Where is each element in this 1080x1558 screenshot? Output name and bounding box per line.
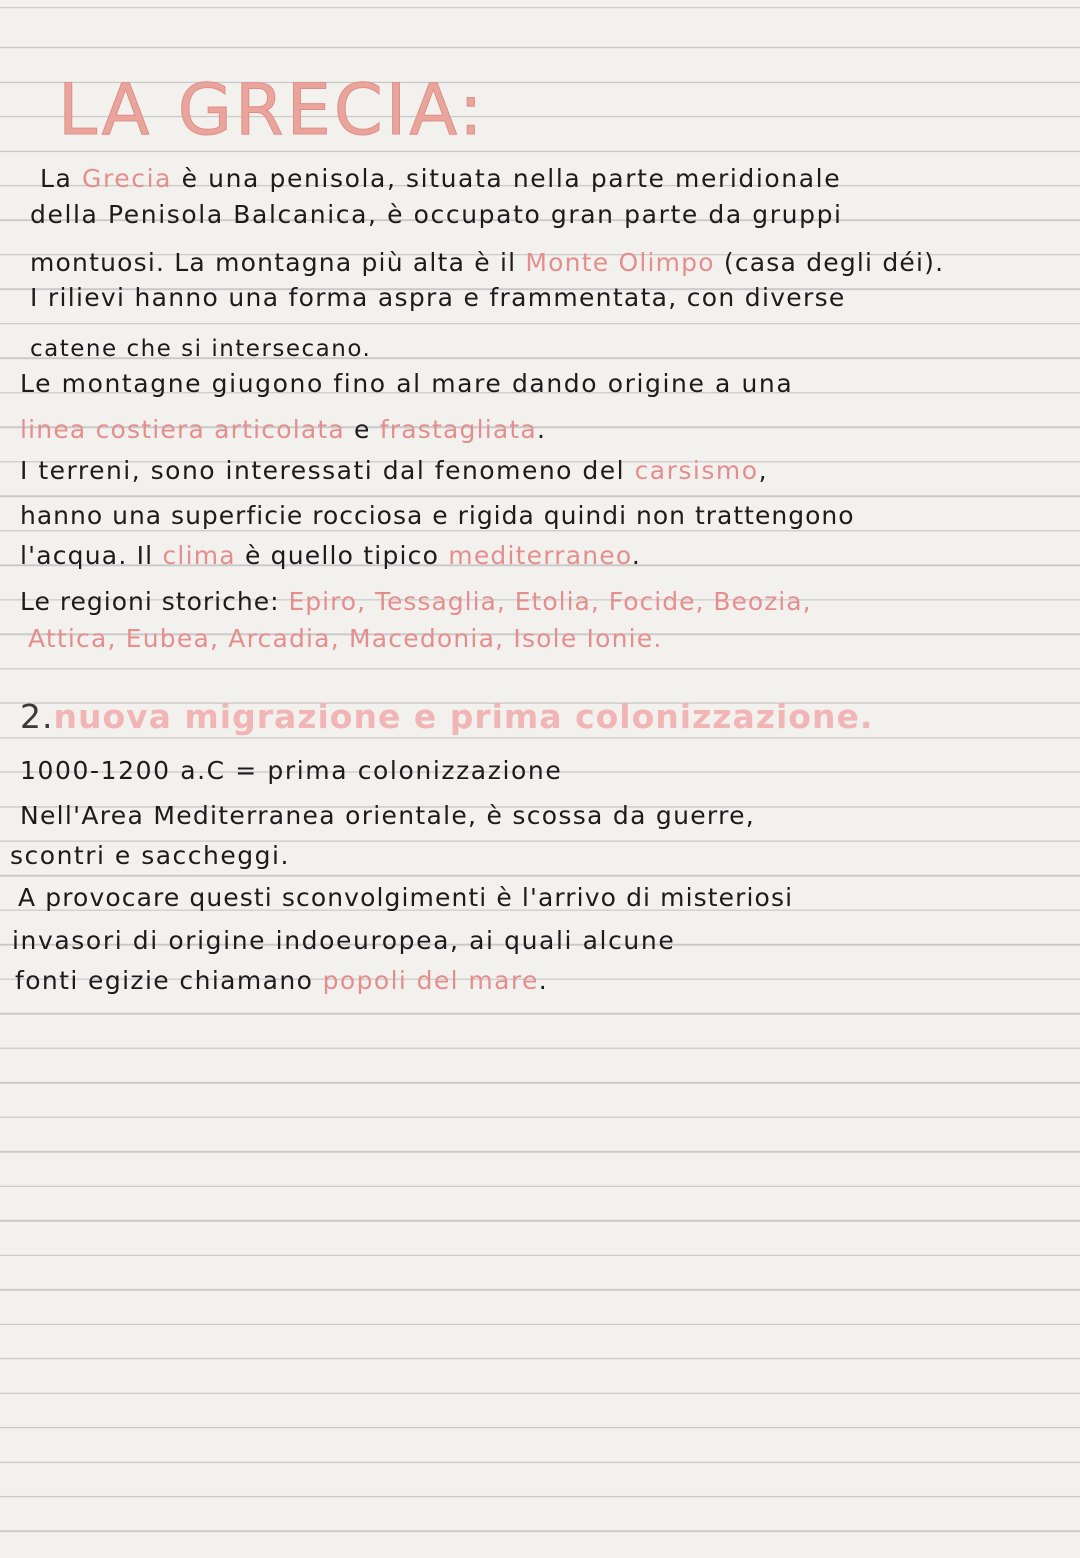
text: e [344,415,380,444]
text-line-9: hanno una superficie rocciosa e rigida quindi non trattengono [20,501,855,530]
text: , [758,456,769,485]
text: l'acqua. Il [20,541,163,570]
text: è una penisola, situata nella parte meridionale [172,164,842,193]
highlight-popoli-del-mare: popoli del mare [322,966,539,995]
text-line-17: invasori di origine indoeuropea, ai quali alcune [12,926,676,955]
text-line-18 [15,965,548,997]
text-line-10 [20,540,641,572]
text-line-4: I rilievi hanno una forma aspra e frammentata, con diverse [30,283,846,312]
text: montuosi. La montagna più alta è il [30,248,526,277]
text-line-16: A provocare questi sconvolgimenti è l'arrivo di misteriosi [18,883,794,912]
text: è quello tipico [235,541,449,570]
highlight-linea-costiera: linea costiera articolata [20,415,345,444]
text: I terreni, sono interessati dal fenomeno del [20,456,635,485]
text: Le regioni storiche: [20,587,289,616]
text: . [631,541,642,570]
section-heading [20,697,873,737]
text-line-8 [20,455,768,487]
highlight-frastagliata: frastagliata [379,415,537,444]
highlight-monte-olimpo: Monte Olimpo [525,248,715,277]
heading-number: 2. [20,697,54,736]
text-line-13: 1000-1200 a.C = prima colonizzazione [20,756,563,785]
text-line-5: catene che si intersecano. [30,336,372,362]
highlight-mediterraneo: mediterraneo [448,541,632,570]
text-line-15: scontri e saccheggi. [10,841,290,870]
text-line-1 [40,163,841,195]
highlight-carsismo: carsismo [634,456,759,485]
text: . [538,966,549,995]
text-line-12: Attica, Eubea, Arcadia, Macedonia, Isole Ionie. [28,624,663,653]
text-line-7 [20,414,546,446]
text: (casa degli déi). [714,248,945,277]
text-line-2: della Penisola Balcanica, è occupato gran parte da gruppi [30,200,843,229]
highlight-clima: clima [162,541,236,570]
text: La [40,164,82,193]
page-title: LA GRECIA: [58,69,486,151]
text: fonti egizie chiamano [15,966,323,995]
highlight-grecia: Grecia [82,164,173,193]
text-line-11 [20,586,812,618]
text: . [536,415,547,444]
heading-text: nuova migrazione e prima colonizzazione. [53,697,874,736]
text-line-3 [30,247,944,279]
text-line-14: Nell'Area Mediterranea orientale, è scossa da guerre, [20,801,756,830]
highlight-regions: Epiro, Tessaglia, Etolia, Focide, Beozia, [288,587,812,616]
text-line-6: Le montagne giugono fino al mare dando origine a una [20,369,794,398]
